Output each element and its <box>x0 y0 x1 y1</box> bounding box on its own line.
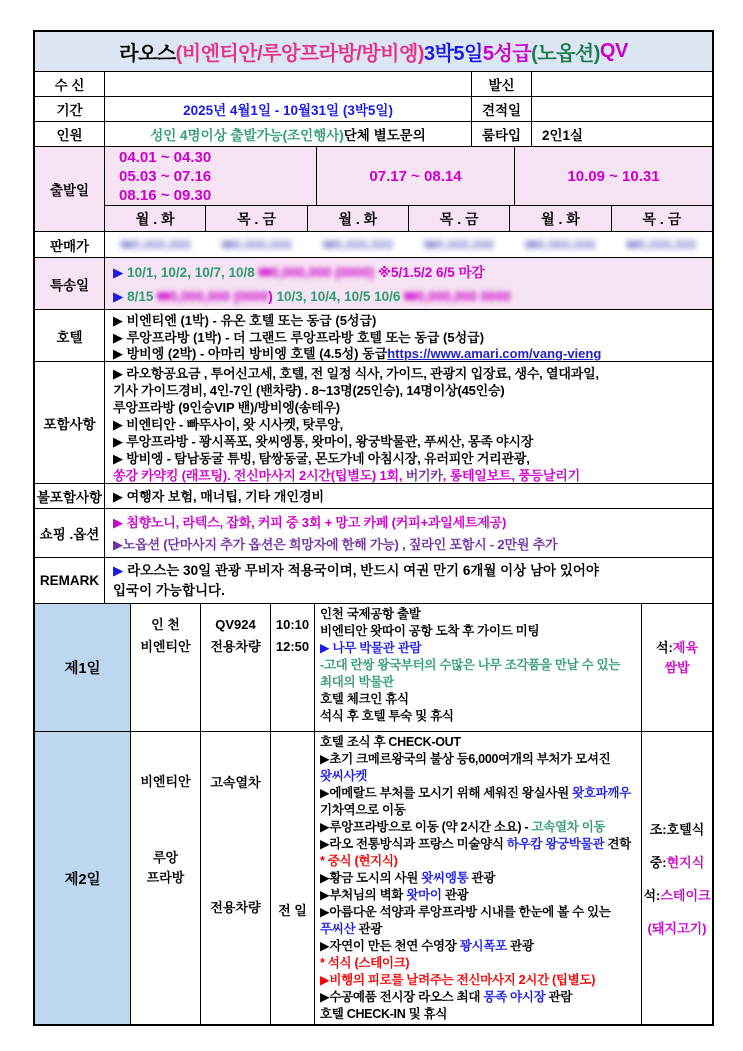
text-segment: ▶ 나무 박물관 관람 <box>320 641 422 655</box>
text-line <box>320 751 641 768</box>
day2-label: 제2일 <box>35 732 131 1024</box>
departure-row <box>35 147 712 232</box>
text-line <box>113 416 712 433</box>
text-line <box>320 640 641 657</box>
shopping-option-label: 쇼핑 .옵션 <box>35 509 105 557</box>
day2-times <box>271 732 315 1024</box>
text-segment: 스테이크 <box>660 888 711 903</box>
recipient-row <box>35 72 712 97</box>
text-segment: ₩0,000,000 0000 <box>404 289 511 304</box>
text-line <box>320 853 641 870</box>
hotel-row <box>35 310 712 362</box>
text-line <box>650 819 705 838</box>
text-segment: ▶황금 도시의 사원 <box>320 871 422 885</box>
text-line: 12:50 <box>275 639 310 654</box>
excluded-label: 불포함사항 <box>35 484 105 508</box>
text-segment: 기차역으로 이동 <box>320 803 406 817</box>
text-line <box>648 918 707 937</box>
text-segment: 쌈밥 <box>664 660 690 675</box>
text-segment: ▶아름다운 석양과 루앙프라방 시내를 한눈에 볼 수 있는 <box>320 905 611 919</box>
text-line <box>320 623 641 640</box>
text-line: ₩0,000,000 <box>322 237 393 252</box>
price-label: 판매가 <box>35 232 105 257</box>
recipient-value <box>105 72 472 96</box>
weekday-cell: 월 . 화 <box>510 206 611 231</box>
text-segment: ▶부처님의 벽화 <box>320 888 407 902</box>
weekday-row <box>105 206 712 231</box>
text-segment: ▶ <box>113 289 128 304</box>
text-line <box>113 285 712 309</box>
text-segment: ※5/1.5/2 6/5 마감 <box>374 265 485 280</box>
text-line: 루앙 <box>152 850 179 865</box>
sender-label: 발신 <box>472 72 532 96</box>
text-line: 전용차량 <box>210 900 261 915</box>
text-segment: (비엔티안/루앙프라방/방비엥) <box>175 43 424 65</box>
recipient-label: 수 신 <box>35 72 105 96</box>
text-segment: 중: <box>649 855 667 870</box>
text-segment: 석식 후 호텔 투숙 및 휴식 <box>320 709 454 723</box>
text-segment: ▶ 루앙프라방 - 꽝시폭포, 왓씨엥통, 왓마이, 왕궁박물관, 푸씨산, 몽족 야시장 <box>113 434 534 449</box>
text-segment: 인천 국제공항 출발 <box>320 607 421 621</box>
title-row <box>35 32 712 72</box>
text-segment: 라오스는 30일 관광 무비자 적용국이며, 반드시 여권 만기 6개월 이상 남아 있어야 <box>127 563 599 578</box>
included-row <box>35 362 712 484</box>
day1-locations <box>131 604 201 731</box>
departure-date-groups <box>105 147 712 206</box>
text-line: 전용차량 <box>210 639 261 654</box>
excluded-content <box>105 484 712 508</box>
text-line <box>320 1006 641 1023</box>
shopping-option-row <box>35 509 712 558</box>
text-segment: 고속열차 이동 <box>531 820 606 834</box>
period-value <box>105 97 472 121</box>
day2-row <box>35 732 712 1024</box>
hotel-content <box>105 310 712 361</box>
text-segment: 하우캄 왕궁박물관 <box>506 837 605 851</box>
text-segment: 5성급 <box>482 43 532 65</box>
text-line: 고속열차 <box>210 775 261 790</box>
text-segment: ▶수공예품 전시장 라오스 최대 <box>320 990 484 1004</box>
text-segment: ▶ 비엔티안 - 빠뚜사이, 왓 시사켓, 탓루앙, <box>113 417 344 432</box>
text-line <box>320 870 641 887</box>
text-segment: 버기카 <box>405 468 443 483</box>
text-segment: ▶에메랄드 부처를 모시기 위해 세워진 왕실사원 <box>320 786 573 800</box>
departure-group-3: 10.09 ~ 10.31 <box>567 167 660 185</box>
text-segment: ▶ 라오항공요금 , 투어신고세, 호텔, 전 일정 식사, 가이드, 관광지 입장료, 생수, 열대과일, <box>113 366 599 381</box>
text-segment: 꽝시폭포 <box>459 939 507 953</box>
period-label: 기간 <box>35 97 105 121</box>
text-segment: 석: <box>655 640 673 655</box>
text-segment: 2인1실 <box>542 128 584 143</box>
text-line <box>113 450 712 467</box>
text-segment: , 롱테일보트, 풍등날리기 <box>442 468 580 483</box>
text-line <box>113 467 712 483</box>
text-line <box>113 330 712 347</box>
text-line <box>320 904 641 921</box>
special-dates-label: 특송일 <box>35 258 105 309</box>
text-line <box>113 365 712 382</box>
text-line <box>320 819 641 836</box>
sender-value <box>532 72 712 96</box>
included-label: 포함사항 <box>35 362 105 483</box>
text-segment: 조: <box>649 822 667 837</box>
text-line <box>656 638 698 658</box>
text-segment: 왓마이 <box>406 888 442 902</box>
weekday-cell: 목 . 금 <box>642 210 682 227</box>
day2-locations <box>131 732 201 1024</box>
day1-itinerary <box>315 604 642 731</box>
text-segment: 왓씨엥통 <box>421 871 469 885</box>
text-segment: 왓씨사켓 <box>320 769 368 783</box>
text-segment: 2025년 4월1일 - 10월31일 (3박5일) <box>183 103 393 118</box>
text-segment: QV <box>599 40 628 62</box>
text-line <box>650 852 705 871</box>
text-line <box>113 261 712 285</box>
pax-value <box>105 122 472 146</box>
text-segment: 3박5일 <box>423 43 483 65</box>
text-segment: ▶ 루앙프라방 (1박) - 더 그랜드 루앙프라방 호텔 또는 동급 (5성급) <box>113 329 485 345</box>
text-line <box>320 802 641 819</box>
text-line <box>320 674 641 691</box>
text-segment: 단체 별도문의 <box>343 128 426 143</box>
text-segment: 관광 <box>441 888 469 902</box>
text-segment: 견학 <box>604 837 631 851</box>
day2-itinerary <box>315 732 642 1024</box>
text-line: ₩0,000,000 <box>120 237 191 252</box>
text-line: 05.03 ~ 07.16 <box>119 167 212 185</box>
text-line <box>113 512 712 534</box>
text-line: 전 일 <box>278 903 307 918</box>
text-segment: ₩0,000,000 (0000 <box>157 289 269 304</box>
day1-meals <box>642 604 712 731</box>
masked-price-list <box>105 232 712 257</box>
text-segment: (돼지고기) <box>647 921 707 936</box>
departure-label: 출발일 <box>35 147 105 231</box>
departure-content <box>105 147 712 231</box>
text-segment: 관광 <box>506 939 534 953</box>
text-line <box>113 581 712 601</box>
room-type-label: 룸타입 <box>472 122 532 146</box>
text-segment: -고대 란쌍 왕국부터의 수많은 나무 조각품을 만날 수 있는 <box>320 658 621 672</box>
text-segment: 루앙프라방 (9인승VIP 밴)/방비엥(송테우) <box>113 400 340 415</box>
day2-meals <box>642 732 712 1024</box>
text-line <box>320 836 641 853</box>
departure-group-1 <box>105 147 317 205</box>
day1-row <box>35 604 712 732</box>
text-segment: ▶ <box>113 563 128 578</box>
text-segment: ▶루앙프라방으로 이동 (약 2시간 소요) - <box>320 820 532 834</box>
day1-transport <box>201 604 271 731</box>
text-segment: ▶ 침향노니, 라텍스, 잡화, 커피 중 3회 + 망고 카페 (커피+과일세트제공) <box>113 515 507 530</box>
text-segment: ₩0,000,000 (0000) <box>258 265 375 280</box>
text-segment: 석: <box>643 888 661 903</box>
weekday-cell: 목 . 금 <box>409 206 510 231</box>
text-segment: ▶자연이 만든 천연 수영장 <box>320 939 460 953</box>
text-line <box>113 433 712 450</box>
excluded-row <box>35 484 712 509</box>
text-segment: 제육 <box>672 640 698 655</box>
text-line: ₩0,000,000 <box>626 237 697 252</box>
day1-times <box>271 604 315 731</box>
text-line <box>113 561 712 581</box>
text-segment: 10/3, 10/4, 10/5 10/6 <box>276 289 405 304</box>
text-line: 08.16 ~ 09.30 <box>119 186 212 204</box>
text-line <box>643 885 710 904</box>
included-content <box>105 362 712 483</box>
text-line: 10:10 <box>275 617 310 632</box>
price-row <box>35 232 712 258</box>
text-segment: 푸씨산 <box>320 922 356 936</box>
quote-date-value <box>532 97 712 121</box>
text-line <box>113 313 712 330</box>
departure-group-2: 07.17 ~ 08.14 <box>317 147 515 205</box>
text-segment: 라오스 <box>119 43 176 65</box>
text-segment: 비엔티안 왓따이 공항 도착 후 가이드 미팅 <box>320 624 540 638</box>
text-line <box>113 534 712 556</box>
text-segment: 입국이 가능합니다. <box>113 583 225 598</box>
text-line <box>320 887 641 904</box>
text-segment: ▶비행의 피로를 날려주는 전신마사지 2시간 (팁별도) <box>320 973 596 987</box>
day1-label: 제1일 <box>35 604 131 731</box>
special-dates-content <box>105 258 712 309</box>
remark-content <box>105 558 712 603</box>
special-dates-row <box>35 258 712 310</box>
text-segment: (노옵션) <box>531 43 600 65</box>
text-line: 04.01 ~ 04.30 <box>119 148 212 166</box>
quote-date-label: 견적일 <box>472 97 532 121</box>
day2-transport <box>201 732 271 1024</box>
period-row <box>35 97 712 122</box>
text-line: ₩0,000,000 <box>424 237 495 252</box>
text-segment: 관광 <box>355 922 383 936</box>
text-line: ₩0,000,000 <box>525 237 596 252</box>
text-segment: ▶노옵션 (단마사지 추가 옵션은 희망자에 한해 가능) , 짚라인 포함시 - 2만원 추가 <box>113 537 558 552</box>
text-line: ₩0,000,000 <box>221 237 292 252</box>
text-line <box>664 658 689 678</box>
text-line: 프라방 <box>146 870 185 885</box>
text-line <box>320 972 641 989</box>
text-line <box>320 989 641 1006</box>
amari-hotel-link[interactable]: https://www.amari.com/vang-vieng <box>387 346 602 361</box>
text-segment: ▶라오 전통방식과 프랑스 미술양식 <box>320 837 507 851</box>
remark-row <box>35 558 712 604</box>
text-line: QV924 <box>215 617 256 632</box>
text-line <box>113 382 712 399</box>
remark-label: REMARK <box>35 558 105 603</box>
page-title <box>35 32 712 71</box>
text-segment: 호텔식 <box>666 822 705 837</box>
text-line <box>320 921 641 938</box>
text-line <box>320 768 641 785</box>
text-line <box>320 938 641 955</box>
text-segment: 8/15 <box>127 289 158 304</box>
text-line <box>113 346 712 361</box>
weekday-cell: 월 . 화 <box>308 206 409 231</box>
weekday-cell: 목 . 금 <box>206 206 307 231</box>
text-segment: 기사 가이드경비, 4인-7인 (밴차량) . 8~13명(25인승), 14명이상(45인승) <box>113 383 505 398</box>
text-segment: 성인 4명이상 출발가능(조인행사) <box>150 128 344 143</box>
weekday-cell: 월 . 화 <box>105 206 206 231</box>
text-line: 비엔티안 <box>140 774 191 789</box>
text-segment: * 중식 (현지식) <box>320 854 398 868</box>
text-segment: ▶ 방비엥 - 탐남동굴 튜빙, 탐쌍동굴, 몬도가네 아침시장, 유러피안 거리관광, <box>113 451 530 466</box>
quotation-sheet <box>33 30 714 1026</box>
hotel-label: 호텔 <box>35 310 105 361</box>
text-segment: 호텔 체크인 휴식 <box>320 692 409 706</box>
text-segment: ▶ 방비엥 (2박) - 아마리 방비엥 호텔 (4.5성) 동급 <box>113 346 388 361</box>
text-segment: 최대의 박물관 <box>320 675 394 689</box>
text-line <box>113 399 712 416</box>
text-line <box>320 785 641 802</box>
text-segment: ) <box>268 289 277 304</box>
room-type-value <box>532 122 712 146</box>
text-line <box>320 955 641 972</box>
text-segment: 호텔 CHECK-IN 및 휴식 <box>320 1007 448 1021</box>
text-segment: ▶ 비엔티엔 (1박) - 유온 호텔 또는 동급 (5성급) <box>113 313 377 328</box>
text-line <box>320 606 641 623</box>
text-segment: ▶ <box>113 265 128 280</box>
text-line <box>320 691 641 708</box>
text-segment: 몽족 야시장 <box>483 990 546 1004</box>
text-segment: 관광 <box>468 871 496 885</box>
text-segment: ▶초기 크메르왕국의 불상 등6,000여개의 부처가 모셔진 <box>320 752 611 766</box>
text-line <box>320 657 641 674</box>
text-line <box>320 734 641 751</box>
text-segment: 10/1, 10/2, 10/7, 10/8 <box>127 265 259 280</box>
text-segment: 왓호파깨우 <box>572 786 631 800</box>
pax-label: 인원 <box>35 122 105 146</box>
text-line: 비엔티안 <box>140 639 191 654</box>
text-segment: ▶ 여행자 보험, 매너팁, 기타 개인경비 <box>113 489 325 504</box>
text-line <box>113 487 712 507</box>
text-segment: * 석식 (스테이크) <box>320 956 410 970</box>
text-line <box>320 708 641 725</box>
text-segment: 쏭강 카약킹 (래프팅). 전신마사지 2시간(팁별도) 1회, <box>113 468 406 483</box>
shopping-option-content <box>105 509 712 557</box>
pax-row <box>35 122 712 147</box>
text-segment: 호텔 조식 후 CHECK-OUT <box>320 735 461 749</box>
text-segment: 관람 <box>545 990 573 1004</box>
text-segment: 현지식 <box>666 855 705 870</box>
text-line: 인 천 <box>151 617 180 632</box>
